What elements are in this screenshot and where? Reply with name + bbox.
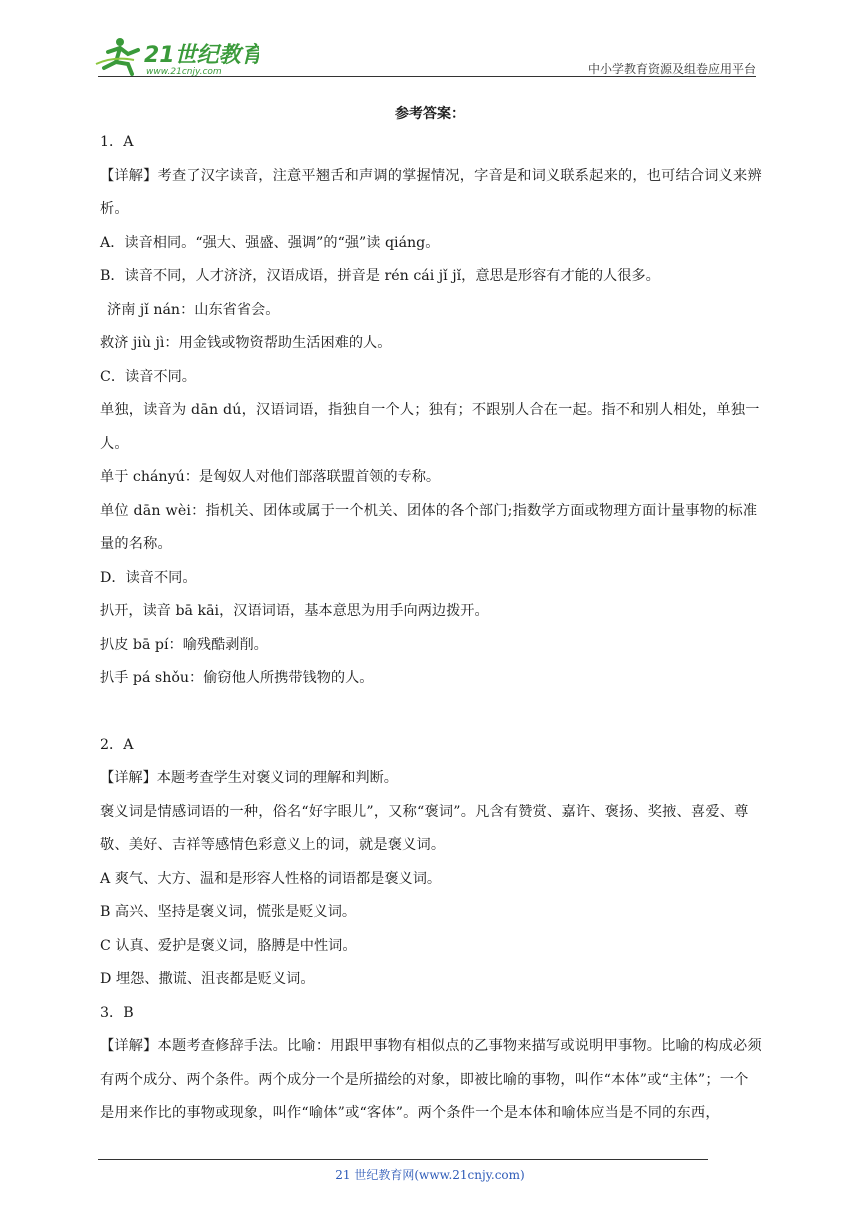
q1-option-b-note-1: 济南 jǐ nán：山东省省会。 — [107, 301, 280, 318]
q1-option-d: D．读音不同。 — [100, 569, 197, 586]
q2-number: 2．A — [100, 736, 134, 753]
q2-detail: 【详解】本题考查学生对褒义词的理解和判断。 — [100, 770, 398, 786]
q2-option-b: B 高兴、坚持是褒义词，慌张是贬义词。 — [100, 904, 357, 920]
answer-content — [100, 126, 762, 1131]
logo-text: 21世纪教育 — [144, 43, 259, 68]
q1-option-c-note-1: 单独，读音为 dān dú，汉语词语，指独自一个人；独有；不跟别人合在一起。指不和别人相处，单独一人。 — [100, 402, 760, 452]
q3-detail: 【详解】本题考查修辞手法。比喻：用跟甲事物有相似点的乙事物来描写或说明甲事物。比喻的构成必须有两个成分、两个条件。两个成分一个是所描绘的对象，即被比喻的事物，叫作“本体”或“主体”；一个是用来作比的事物或现象，叫作“喻体”或“客体”。两个条件一个是本体和喻体应当是不同的东西， — [100, 1038, 762, 1121]
q1-option-d-note-3: 扒手 pá shǒu：偷窃他人所携带钱物的人。 — [100, 670, 374, 686]
q1-detail: 【详解】考查了汉字读音，注意平翘舌和声调的掌握情况，字音是和词义联系起来的，也可结合词义来辨析。 — [100, 167, 762, 217]
q1-option-a: A．读音相同。“强大、强盛、强调”的“强”读 qiáng。 — [100, 234, 440, 251]
page-header — [0, 0, 860, 80]
q2-option-c: C 认真、爱护是褒义词，胳膊是中性词。 — [100, 937, 357, 954]
q1-option-b-note-2: 救济 jiù jì：用金钱或物资帮助生活困难的人。 — [100, 335, 392, 351]
header-divider — [98, 76, 756, 77]
q1-option-b: B．读音不同，人才济济，汉语成语，拼音是 rén cái jǐ jǐ，意思是形容有才能的人很多。 — [100, 268, 660, 284]
q3-number: 3．B — [100, 1004, 134, 1021]
q1-number: 1．A — [100, 134, 134, 150]
footer-link[interactable]: 21 世纪教育网(www.21cnjy.com) — [335, 1168, 525, 1182]
logo-url: www.21cnjy.com — [146, 67, 222, 77]
q2-option-a: A 爽气、大方、温和是形容人性格的词语都是褒义词。 — [100, 870, 442, 887]
q2-option-d: D 埋怨、撒谎、沮丧都是贬义词。 — [100, 971, 315, 987]
answer-title: 参考答案： — [395, 106, 465, 122]
q1-option-c: C．读音不同。 — [100, 368, 196, 385]
q1-option-d-note-2: 扒皮 bā pí：喻残酷剥削。 — [100, 636, 268, 653]
q1-option-c-note-3: 单位 dān wèi：指机关、团体或属于一个机关、团体的各个部门;指数学方面或物理方面计量事物的标准量的名称。 — [100, 502, 758, 552]
footer-divider — [98, 1159, 708, 1160]
site-logo[interactable] — [94, 34, 259, 78]
runner-logo-icon — [94, 34, 259, 78]
q1-option-c-note-2: 单于 chányú：是匈奴人对他们部落联盟首领的专称。 — [100, 469, 441, 485]
spacer — [100, 696, 762, 729]
q1-option-d-note-1: 扒开，读音 bā kāi，汉语词语，基本意思为用手向两边拨开。 — [100, 603, 489, 619]
q2-paragraph: 褒义词是情感词语的一种，俗名“好字眼儿”，又称“褒词”。凡含有赞赏、嘉许、褒扬、奖掖、喜爱、尊敬、美好、吉祥等感情色彩意义上的词，就是褒义词。 — [100, 803, 749, 853]
platform-name: 中小学教育资源及组卷应用平台 — [587, 62, 756, 76]
